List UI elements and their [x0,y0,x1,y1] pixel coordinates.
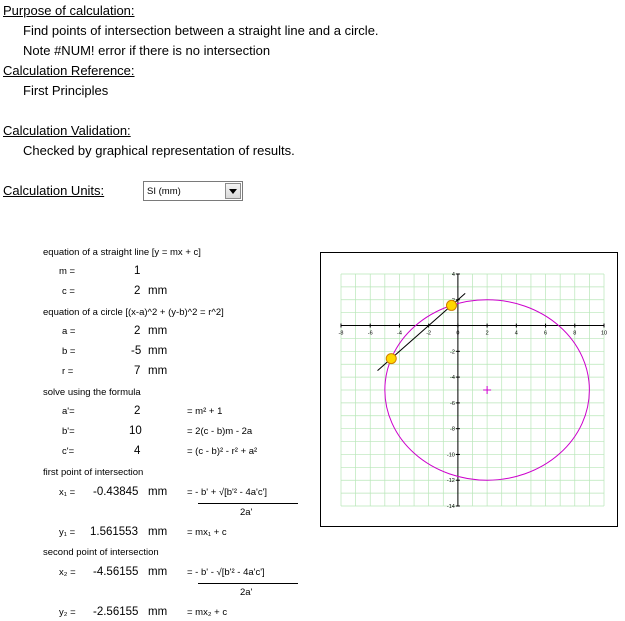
c-unit: mm [148,285,168,297]
b-prime-label: b'= [62,426,75,437]
second-point-title: second point of intersection [43,547,159,558]
c-prime-value: 4 [134,445,141,457]
x-tick-label: 6 [544,330,548,337]
y-tick-label: -6 [449,400,455,407]
x1-unit: mm [148,486,168,498]
b-prime-formula: = 2(c - b)m - 2a [187,426,253,437]
units-dropdown[interactable] [143,181,243,201]
solve-title: solve using the formula [43,387,141,398]
x2-unit: mm [148,566,168,578]
x2-numerator: = - b' - √[b'² - 4a'c'] [187,567,265,578]
x-tick-label: -6 [367,330,373,337]
x2-value: -4.56155 [93,566,139,578]
x-tick-label: -8 [338,330,344,337]
a-label: a = [62,326,76,337]
m-value[interactable]: 1 [134,265,141,277]
b-unit: mm [148,345,168,357]
first-point-title: first point of intersection [43,467,144,478]
units-selected-value: SI (mm) [147,186,181,197]
validation-heading: Calculation Validation: [3,123,131,138]
x-tick-label: 10 [600,330,608,337]
x1-label: x₁ = [59,487,76,498]
x-tick-label: 0 [456,330,460,337]
y2-value: -2.56155 [93,606,139,618]
purpose-line-2: Note #NUM! error if there is no intersection [23,43,271,58]
m-label: m = [59,266,76,277]
c-prime-label: c'= [62,446,75,457]
r-label: r = [62,366,74,377]
chevron-down-icon[interactable] [225,183,241,199]
a-unit: mm [148,325,168,337]
a-value[interactable]: 2 [134,325,141,337]
y-tick-label: -14 [446,504,455,510]
a-prime-value: 2 [134,405,141,417]
reference-heading: Calculation Reference: [3,63,135,78]
chart-svg [321,253,617,526]
line-eq-title: equation of a straight line [y = mx + c] [43,247,201,258]
r-value[interactable]: 7 [134,365,141,377]
y1-unit: mm [148,526,168,538]
x2-fraction-bar [198,583,298,584]
x2-label: x₂ = [59,567,76,578]
x-tick-label: 8 [573,330,577,337]
y2-unit: mm [148,606,168,618]
c-value[interactable]: 2 [134,285,141,297]
x-tick-label: -2 [426,330,432,337]
validation-text: Checked by graphical representation of results. [23,143,295,158]
x-tick-label: 4 [514,330,518,337]
y-tick-label: -2 [449,349,455,356]
r-unit: mm [148,365,168,377]
x-tick-label: 2 [485,330,489,337]
x1-value: -0.43845 [93,486,139,498]
c-label: c = [62,286,75,297]
y2-formula: = mx₂ + c [187,607,228,618]
a-prime-formula: = m² + 1 [187,406,223,417]
purpose-heading: Purpose of calculation: [3,3,135,18]
units-label: Calculation Units: [3,183,105,198]
x1-fraction-bar [198,503,298,504]
intersection-chart[interactable] [320,252,618,527]
y1-formula: = mx₁ + c [187,527,227,538]
c-prime-formula: = (c - b)² - r² + a² [187,446,258,457]
x1-denominator: 2a' [240,507,253,518]
y-tick-label: -4 [449,375,455,382]
a-prime-label: a'= [62,406,75,417]
circle-eq-title: equation of a circle [(x-a)^2 + (y-b)^2 = r^2] [43,307,224,318]
y-tick-label: -8 [449,426,455,433]
intersection-point-1 [446,300,456,310]
y-tick-label: -12 [446,478,455,485]
x1-numerator: = - b' + √[b'² - 4a'c'] [187,487,268,498]
x2-denominator: 2a' [240,587,253,598]
b-prime-value: 10 [129,425,142,437]
x-tick-label: -4 [396,330,402,337]
intersection-point-2 [386,354,396,364]
b-value[interactable]: -5 [131,345,142,357]
y1-value: 1.561553 [90,526,138,538]
y-tick-label: -10 [446,452,455,459]
y2-label: y₂ = [59,607,76,618]
y-tick-label: 4 [451,272,455,278]
b-label: b = [62,346,76,357]
reference-text: First Principles [23,83,109,98]
purpose-line-1: Find points of intersection between a straight line and a circle. [23,23,379,38]
y1-label: y₁ = [59,527,76,538]
